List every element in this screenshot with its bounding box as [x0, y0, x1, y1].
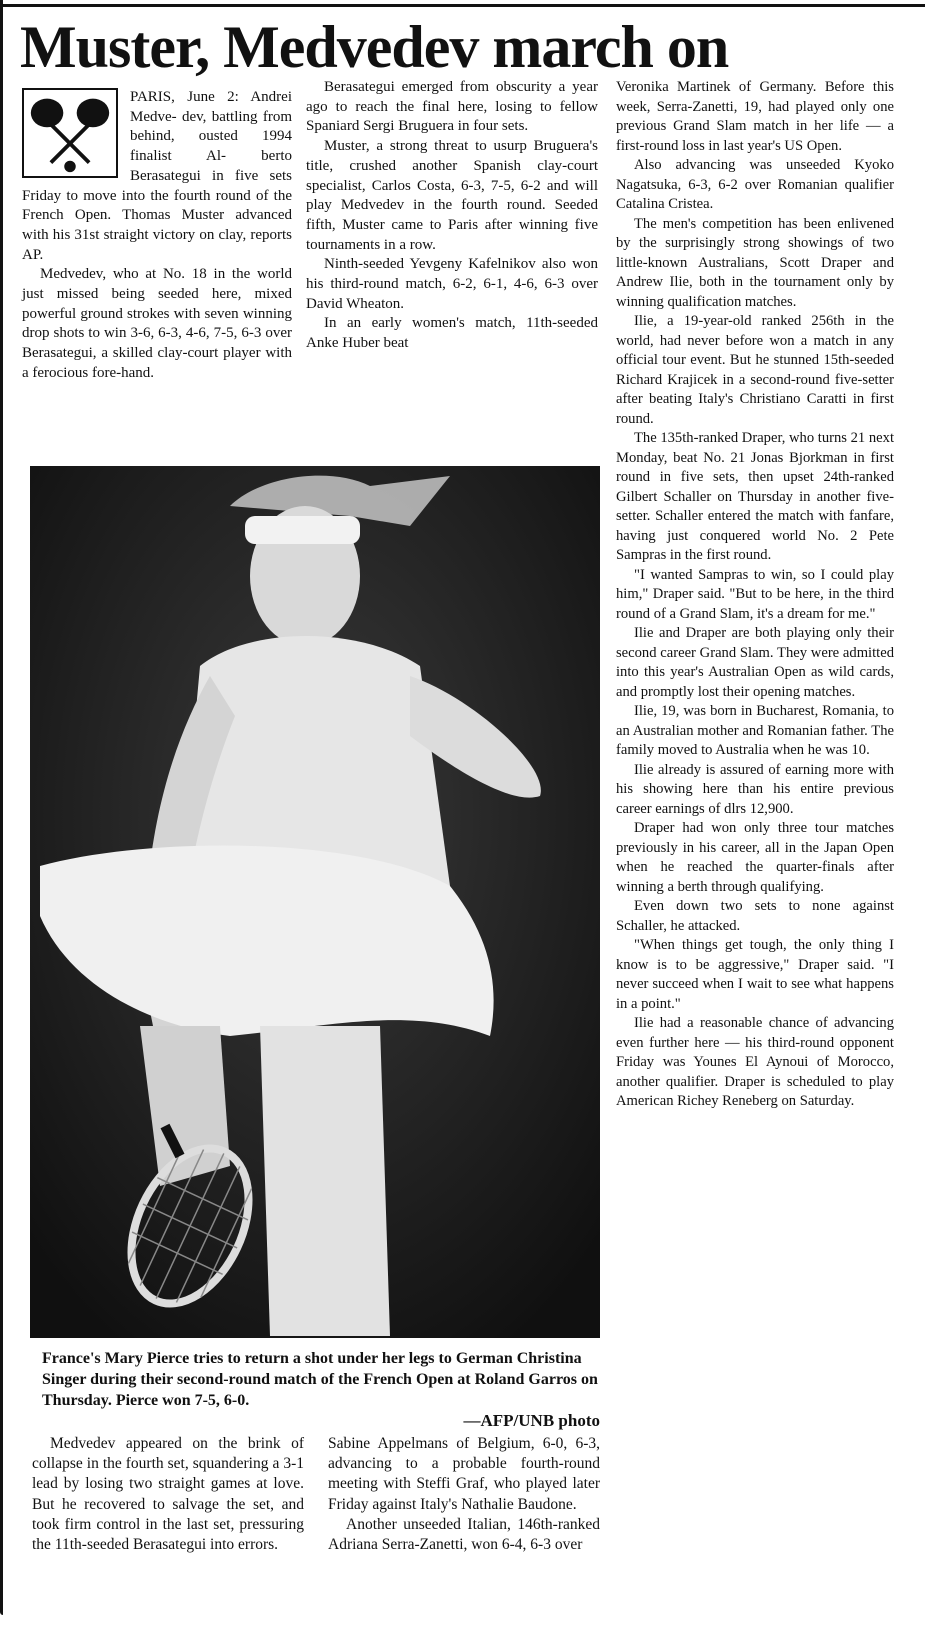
paragraph: Berasategui emerged from obscurity a year ago to reach the final here, losing to fellow Spaniard Sergi Bruguera in four sets. — [306, 79, 598, 135]
paragraph: Even down two sets to none against Schaller, he attacked. — [616, 898, 894, 934]
paragraph: "When things get tough, the only thing I know is to be aggressive," Draper said. "I never succeed when I wait to see what happens in a point." — [616, 937, 894, 1012]
paragraph: Ninth-seeded Yevgeny Kafelnikov also won his third-round match, 6-2, 6-1, 4-6, 6-3 over David Wheaton. — [306, 256, 598, 312]
paragraph: Medvedev appeared on the brink of collapse in the fourth set, squandering a 3-1 lead by losing two straight games at love. But he recovered to salvage the set, and took firm control in the last set, pressuring the 11th-seeded Berasategui into errors. — [32, 1435, 304, 1554]
paragraph: Sabine Appelmans of Belgium, 6-0, 6-3, advancing to a probable fourth-round meeting with Steffi Graf, who played later Friday against Italy's Nathalie Baudone. — [328, 1435, 600, 1513]
top-rule — [0, 4, 925, 7]
lead-line: Andrei Medve- — [130, 89, 292, 125]
column-2-bottom — [328, 1434, 600, 1555]
lead-line: behind, ousted — [130, 128, 238, 145]
tennis-player-photo — [30, 466, 600, 1338]
paragraph: In an early women's match, 11th-seeded Anke Huber beat — [306, 315, 598, 352]
paragraph: Another unseeded Italian, 146th-ranked Adriana Serra-Zanetti, won 6-4, 6-3 over — [328, 1515, 600, 1554]
left-border-rule — [0, 0, 3, 1615]
paragraph: Draper had won only three tour matches previously in his career, all in the Japan Open when he reached the quarter-finals after winning a berth through qualifying. — [616, 820, 894, 895]
paragraph: Muster, a strong threat to usurp Bruguera's title, crushed another Spanish clay-court specialist, Carlos Costa, 6-3, 7-5, 6-2 and will play Medvedev in the fourth round. Seeded fifth, Muster came to Paris after winning five tournaments in a row. — [306, 138, 598, 253]
lead-line: dev, battling from — [181, 108, 293, 125]
lead-line: 1994 finalist Al- — [130, 128, 292, 165]
paragraph: Veronika Martinek of Germany. Before this week, Serra-Zanetti, 19, had played only one previous Grand Slam match in her life — a first-round loss in last year's US Open. — [616, 79, 894, 154]
headline: Muster, Medvedev march on — [20, 14, 729, 80]
paragraph: Ilie and Draper are both playing only their second career Grand Slam. They were admitted into this year's Australian Open as wild cards, and promptly lost their opening matches. — [616, 625, 894, 700]
paragraph: The men's competition has been enlivened by the surprisingly strong showings of two little-known Australians, Scott Draper and Andrew Ilie, both in the tournament only by winning qualification matches. — [616, 215, 894, 310]
photo-credit: —AFP/UNB photo — [463, 1411, 600, 1430]
paragraph: Ilie had a reasonable chance of advancing even further here — his third-round opponent Friday was Younes El Aynoui of Morocco, another qualifier. Draper is scheduled to play American Richey Reneberg on Saturday. — [616, 1015, 894, 1109]
paragraph: "I wanted Sampras to win, so I could play him," Draper said. "But to be here, in the third round of a Grand Slam, it's a dream for me." — [616, 566, 894, 622]
lead-paragraph-rest: in five sets Friday to move into the fourth round of the French Open. Thomas Muster advanced with his 31st straight victory on clay, reports AP. — [22, 167, 292, 263]
paragraph: Ilie, 19, was born in Bucharest, Romania, to an Australian mother and Romanian father. The family moved to Australia when he was 10. — [616, 703, 894, 758]
paragraph: Ilie already is assured of earning more with his showing here than his entire previous career earnings of dlrs 12,900. — [616, 761, 894, 817]
paragraph: The 135th-ranked Draper, who turns 21 next Monday, beat No. 21 Jonas Bjorkman in first round in five sets, then upset 24th-ranked Gilbert Schaller on Thursday in another five-setter. Schaller entered the match with fanfare, having just conquered world No. 2 Pete Sampras in the first round. — [616, 430, 895, 563]
column-3 — [616, 78, 894, 1112]
paragraph: Also advancing was unseeded Kyoko Nagatsuka, 6-3, 6-2 over Romanian qualifier Catalina Cristea. — [616, 157, 894, 212]
paragraph: Ilie, a 19-year-old ranked 256th in the world, had never before won a match in any official tour event. But he stunned 15th-seeded Richard Krajicek in a second-round five-setter after beating Italy's Christiano Caratti in first round. — [616, 313, 894, 427]
lead-line: berto Berasategui — [130, 148, 292, 184]
crossed-tennis-rackets-icon — [22, 88, 118, 178]
column-2-top — [306, 78, 598, 354]
column-1-top — [22, 88, 292, 384]
photo-caption: France's Mary Pierce tries to return a shot under her legs to German Christina Singer during their second-round match of the French Open at Roland Garros on Thursday. Pierce won 7-5, 6-0. — [42, 1350, 598, 1409]
column-1-bottom — [32, 1434, 304, 1555]
paragraph: Medvedev, who at No. 18 in the world just missed being seeded here, mixed powerful ground strokes with seven winning drop shots to win 3-6, 6-3, 4-6, 7-5, 6-3 over Berasategui, a skilled clay-court player with a ferocious fore-hand. — [22, 266, 292, 381]
dateline: PARIS, June 2: — [130, 89, 239, 105]
